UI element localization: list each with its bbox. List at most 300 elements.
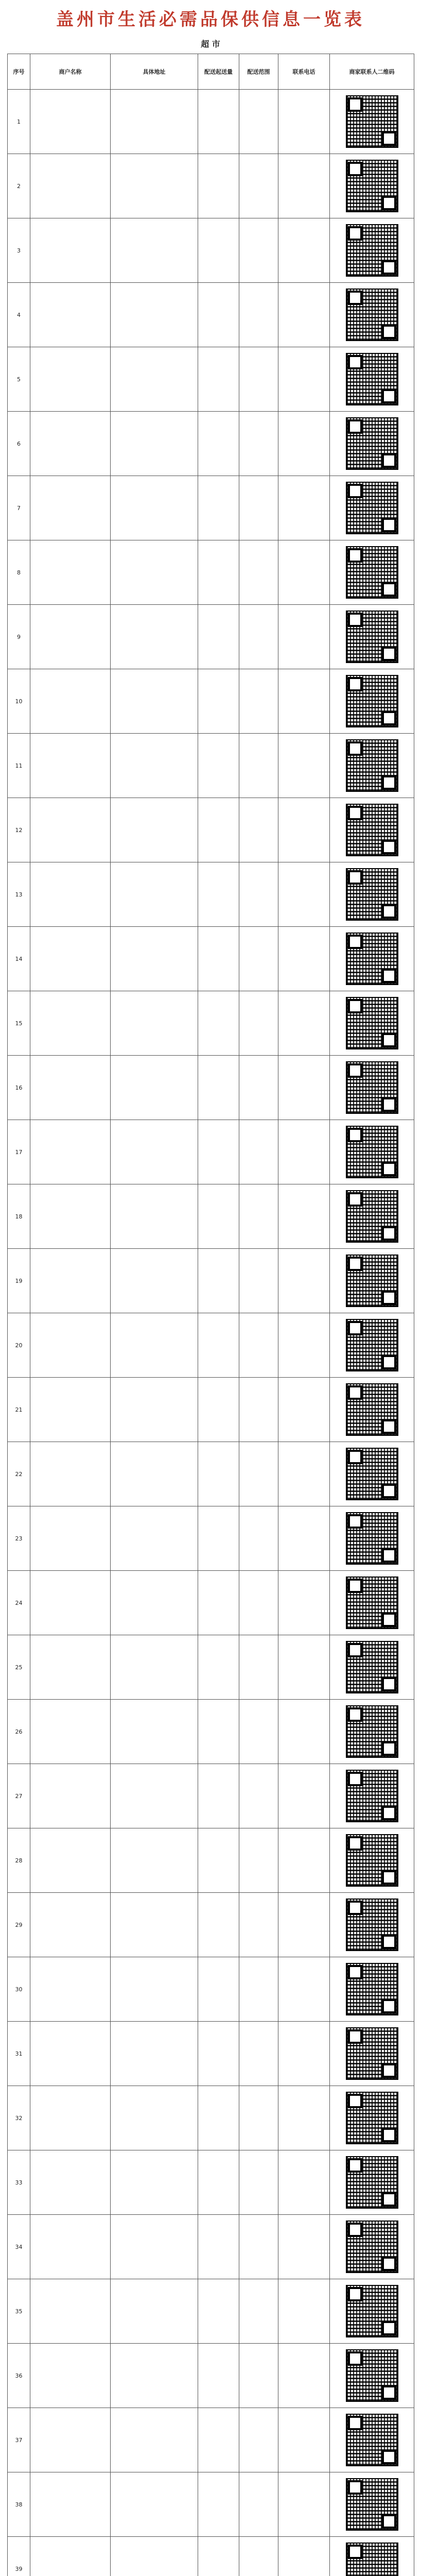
table-cell xyxy=(111,2537,198,2576)
table-cell xyxy=(111,1957,198,2022)
qr-code-icon xyxy=(346,1383,398,1436)
qr-code-icon xyxy=(346,2349,398,2402)
table-cell xyxy=(30,2344,111,2408)
table-cell xyxy=(239,476,278,540)
table-cell: 7 xyxy=(8,476,30,540)
column-header: 具体地址 xyxy=(111,54,198,90)
table-cell xyxy=(198,540,239,605)
table-cell xyxy=(239,347,278,412)
table-cell xyxy=(239,1249,278,1313)
qr-code-cell xyxy=(330,2344,414,2408)
table-row xyxy=(8,1957,414,2022)
table-cell xyxy=(198,2408,239,2472)
table-cell xyxy=(278,862,330,927)
table-cell: 11 xyxy=(8,734,30,798)
table-cell: 2 xyxy=(8,154,30,218)
table-cell xyxy=(278,1828,330,1893)
table-cell xyxy=(198,2086,239,2150)
table-cell xyxy=(30,2279,111,2344)
table-cell xyxy=(111,991,198,1056)
qr-code-icon xyxy=(346,868,398,921)
qr-code-icon xyxy=(346,1190,398,1243)
table-cell xyxy=(278,2279,330,2344)
table-cell xyxy=(30,1313,111,1378)
table-cell xyxy=(278,1184,330,1249)
table-cell: 1 xyxy=(8,90,30,154)
table-cell: 27 xyxy=(8,1764,30,1828)
table-cell: 12 xyxy=(8,798,30,862)
table-cell xyxy=(198,218,239,283)
table-cell xyxy=(278,1957,330,2022)
table-cell xyxy=(278,927,330,991)
table-cell xyxy=(278,2344,330,2408)
table-cell xyxy=(278,90,330,154)
table-row xyxy=(8,1313,414,1378)
table-cell xyxy=(278,2022,330,2086)
table-cell xyxy=(278,669,330,734)
qr-code-cell xyxy=(330,283,414,347)
table-cell xyxy=(198,1249,239,1313)
table-cell: 35 xyxy=(8,2279,30,2344)
table-cell xyxy=(30,1506,111,1571)
table-cell xyxy=(198,1957,239,2022)
column-header: 序号 xyxy=(8,54,30,90)
page-title: 盖州市生活必需品保供信息一览表 xyxy=(56,9,365,30)
table-cell xyxy=(111,1635,198,1700)
table-cell xyxy=(198,1184,239,1249)
table-cell xyxy=(111,347,198,412)
table-cell xyxy=(239,1506,278,1571)
table-row xyxy=(8,2086,414,2150)
table-cell xyxy=(239,1313,278,1378)
table-cell xyxy=(239,2408,278,2472)
table-cell xyxy=(30,218,111,283)
qr-code-cell xyxy=(330,798,414,862)
qr-code-icon xyxy=(346,289,398,341)
table-cell xyxy=(198,1571,239,1635)
qr-code-icon xyxy=(346,95,398,148)
table-cell: 8 xyxy=(8,540,30,605)
table-cell: 30 xyxy=(8,1957,30,2022)
table-cell xyxy=(278,1764,330,1828)
qr-code-cell xyxy=(330,1249,414,1313)
table-cell xyxy=(239,90,278,154)
table-row xyxy=(8,1442,414,1506)
qr-code-cell xyxy=(330,605,414,669)
table-cell: 36 xyxy=(8,2344,30,2408)
qr-code-cell xyxy=(330,1184,414,1249)
table-cell: 29 xyxy=(8,1893,30,1957)
table-cell xyxy=(239,2086,278,2150)
table-cell xyxy=(198,1764,239,1828)
table-cell: 6 xyxy=(8,412,30,476)
qr-code-cell xyxy=(330,1120,414,1184)
qr-code-cell xyxy=(330,1313,414,1378)
table-cell xyxy=(30,1378,111,1442)
table-cell xyxy=(278,1635,330,1700)
table-cell xyxy=(198,90,239,154)
table-cell xyxy=(239,1635,278,1700)
table-row xyxy=(8,1764,414,1828)
table-cell xyxy=(278,1120,330,1184)
table-cell xyxy=(111,1571,198,1635)
table-cell xyxy=(278,2215,330,2279)
qr-code-cell xyxy=(330,2150,414,2215)
table-cell: 25 xyxy=(8,1635,30,1700)
qr-code-icon xyxy=(346,1963,398,2015)
qr-code-icon xyxy=(346,933,398,985)
qr-code-icon xyxy=(346,2478,398,2531)
qr-code-icon xyxy=(346,353,398,405)
table-cell xyxy=(198,1442,239,1506)
table-cell xyxy=(198,283,239,347)
column-header: 商户名称 xyxy=(30,54,111,90)
table-cell xyxy=(239,540,278,605)
table-cell: 24 xyxy=(8,1571,30,1635)
table-row xyxy=(8,283,414,347)
table-cell: 32 xyxy=(8,2086,30,2150)
table-cell xyxy=(198,2215,239,2279)
table-cell xyxy=(198,347,239,412)
table-cell xyxy=(278,1056,330,1120)
table-cell xyxy=(239,1571,278,1635)
table-cell xyxy=(111,1828,198,1893)
table-cell xyxy=(111,1249,198,1313)
table-cell xyxy=(30,90,111,154)
table-row xyxy=(8,1635,414,1700)
qr-code-cell xyxy=(330,1506,414,1571)
table-cell xyxy=(239,218,278,283)
table-cell xyxy=(239,412,278,476)
table-cell xyxy=(111,154,198,218)
table-cell: 31 xyxy=(8,2022,30,2086)
table-cell xyxy=(278,1249,330,1313)
table-cell xyxy=(111,2086,198,2150)
qr-code-cell xyxy=(330,1700,414,1764)
qr-code-icon xyxy=(346,611,398,663)
table-cell xyxy=(239,2022,278,2086)
table-cell xyxy=(278,991,330,1056)
table-cell xyxy=(30,2150,111,2215)
table-cell xyxy=(30,669,111,734)
merchant-table xyxy=(7,54,414,2576)
qr-code-cell xyxy=(330,1764,414,1828)
table-cell xyxy=(278,734,330,798)
table-row xyxy=(8,605,414,669)
table-row xyxy=(8,1893,414,1957)
table-cell xyxy=(198,734,239,798)
table-cell xyxy=(30,927,111,991)
table-cell xyxy=(239,1184,278,1249)
table-cell: 33 xyxy=(8,2150,30,2215)
table-cell xyxy=(198,1506,239,1571)
table-cell xyxy=(239,1893,278,1957)
table-cell xyxy=(239,1764,278,1828)
table-cell xyxy=(30,1764,111,1828)
table-cell xyxy=(198,991,239,1056)
table-cell: 26 xyxy=(8,1700,30,1764)
table-cell xyxy=(30,798,111,862)
column-header: 配送范围 xyxy=(239,54,278,90)
table-cell xyxy=(111,1313,198,1378)
table-cell xyxy=(198,927,239,991)
table-row xyxy=(8,412,414,476)
qr-code-cell xyxy=(330,734,414,798)
qr-code-cell xyxy=(330,90,414,154)
table-cell xyxy=(111,2344,198,2408)
table-cell xyxy=(278,1700,330,1764)
table-cell xyxy=(30,347,111,412)
table-cell xyxy=(278,2472,330,2537)
table-cell xyxy=(278,1313,330,1378)
table-cell xyxy=(239,2215,278,2279)
table-cell xyxy=(239,927,278,991)
table-row xyxy=(8,154,414,218)
table-cell xyxy=(111,1893,198,1957)
table-cell xyxy=(198,476,239,540)
qr-code-cell xyxy=(330,154,414,218)
table-cell xyxy=(278,218,330,283)
table-header-row xyxy=(8,54,414,90)
table-cell xyxy=(198,2472,239,2537)
table-cell: 4 xyxy=(8,283,30,347)
table-cell xyxy=(30,1571,111,1635)
qr-code-cell xyxy=(330,1957,414,2022)
table-cell xyxy=(30,605,111,669)
qr-code-cell xyxy=(330,2408,414,2472)
table-cell xyxy=(278,154,330,218)
section-title: 超 市 xyxy=(201,39,220,49)
table-cell xyxy=(30,2022,111,2086)
table-cell xyxy=(30,540,111,605)
qr-code-icon xyxy=(346,1448,398,1500)
table-cell: 38 xyxy=(8,2472,30,2537)
table-cell xyxy=(278,2408,330,2472)
table-row xyxy=(8,1056,414,1120)
qr-code-icon xyxy=(346,2027,398,2080)
table-cell xyxy=(198,1378,239,1442)
table-cell: 3 xyxy=(8,218,30,283)
column-header: 联系电话 xyxy=(278,54,330,90)
table-cell xyxy=(239,862,278,927)
table-cell xyxy=(198,605,239,669)
table-cell xyxy=(111,540,198,605)
table-cell xyxy=(111,605,198,669)
table-cell xyxy=(239,1056,278,1120)
table-row xyxy=(8,90,414,154)
table-cell xyxy=(111,1764,198,1828)
qr-code-icon xyxy=(346,224,398,277)
table-cell xyxy=(239,283,278,347)
table-row xyxy=(8,734,414,798)
table-cell xyxy=(111,734,198,798)
qr-code-icon xyxy=(346,1126,398,1178)
table-cell xyxy=(30,154,111,218)
table-row xyxy=(8,1184,414,1249)
qr-code-cell xyxy=(330,540,414,605)
table-cell: 5 xyxy=(8,347,30,412)
qr-code-cell xyxy=(330,1635,414,1700)
table-cell xyxy=(278,347,330,412)
qr-code-icon xyxy=(346,997,398,1049)
table-cell xyxy=(30,2408,111,2472)
qr-code-cell xyxy=(330,1828,414,1893)
table-cell xyxy=(278,1571,330,1635)
table-cell xyxy=(278,283,330,347)
table-cell xyxy=(111,927,198,991)
table-cell xyxy=(198,1828,239,1893)
table-cell xyxy=(198,2150,239,2215)
table-cell xyxy=(30,1184,111,1249)
qr-code-cell xyxy=(330,2215,414,2279)
table-cell xyxy=(30,1828,111,1893)
qr-code-cell xyxy=(330,1378,414,1442)
table-cell xyxy=(30,1120,111,1184)
table-cell xyxy=(111,218,198,283)
table-cell xyxy=(111,283,198,347)
table-cell xyxy=(239,2344,278,2408)
qr-code-icon xyxy=(346,1705,398,1758)
table-cell xyxy=(198,798,239,862)
qr-code-cell xyxy=(330,1893,414,1957)
table-row xyxy=(8,2279,414,2344)
table-cell xyxy=(278,798,330,862)
table-cell xyxy=(111,862,198,927)
table-row xyxy=(8,927,414,991)
table-cell xyxy=(198,669,239,734)
table-cell xyxy=(111,1700,198,1764)
table-cell xyxy=(239,1120,278,1184)
table-cell xyxy=(111,90,198,154)
table-cell xyxy=(198,1700,239,1764)
qr-code-cell xyxy=(330,927,414,991)
table-row xyxy=(8,2215,414,2279)
table-cell xyxy=(30,862,111,927)
table-cell xyxy=(111,1442,198,1506)
table-cell xyxy=(30,412,111,476)
table-cell xyxy=(239,605,278,669)
table-cell: 18 xyxy=(8,1184,30,1249)
qr-code-icon xyxy=(346,2156,398,2209)
qr-code-cell xyxy=(330,1571,414,1635)
table-cell: 19 xyxy=(8,1249,30,1313)
table-cell: 15 xyxy=(8,991,30,1056)
table-row xyxy=(8,862,414,927)
table-cell xyxy=(239,2537,278,2576)
table-row xyxy=(8,347,414,412)
table-row xyxy=(8,2472,414,2537)
table-cell xyxy=(198,2344,239,2408)
qr-code-cell xyxy=(330,476,414,540)
table-cell xyxy=(239,2279,278,2344)
table-cell: 34 xyxy=(8,2215,30,2279)
table-row xyxy=(8,798,414,862)
table-cell xyxy=(198,1313,239,1378)
table-cell xyxy=(198,2537,239,2576)
table-cell xyxy=(30,476,111,540)
table-cell xyxy=(111,2472,198,2537)
table-cell: 23 xyxy=(8,1506,30,1571)
table-row xyxy=(8,1378,414,1442)
table-cell xyxy=(278,1378,330,1442)
table-cell: 37 xyxy=(8,2408,30,2472)
table-cell: 16 xyxy=(8,1056,30,1120)
table-row xyxy=(8,1120,414,1184)
qr-code-cell xyxy=(330,2086,414,2150)
qr-code-cell xyxy=(330,669,414,734)
qr-code-icon xyxy=(346,1512,398,1565)
table-cell: 10 xyxy=(8,669,30,734)
table-cell: 28 xyxy=(8,1828,30,1893)
qr-code-cell xyxy=(330,2022,414,2086)
table-cell xyxy=(111,1506,198,1571)
table-cell xyxy=(239,1957,278,2022)
qr-code-icon xyxy=(346,482,398,534)
qr-code-cell xyxy=(330,2537,414,2576)
table-cell xyxy=(30,1249,111,1313)
qr-code-icon xyxy=(346,739,398,792)
table-cell xyxy=(30,1893,111,1957)
qr-code-icon xyxy=(346,1641,398,1693)
table-cell xyxy=(111,669,198,734)
table-cell: 22 xyxy=(8,1442,30,1506)
table-cell xyxy=(30,2472,111,2537)
table-cell xyxy=(278,2086,330,2150)
table-cell xyxy=(278,2150,330,2215)
table-cell xyxy=(239,669,278,734)
table-cell xyxy=(239,1828,278,1893)
qr-code-icon xyxy=(346,675,398,727)
qr-code-icon xyxy=(346,160,398,212)
table-cell xyxy=(111,2022,198,2086)
table-cell xyxy=(30,1700,111,1764)
table-cell xyxy=(278,540,330,605)
table-row xyxy=(8,1828,414,1893)
qr-code-cell xyxy=(330,412,414,476)
table-cell: 13 xyxy=(8,862,30,927)
table-cell xyxy=(198,1893,239,1957)
table-cell xyxy=(30,991,111,1056)
table-cell xyxy=(239,1442,278,1506)
qr-code-icon xyxy=(346,2543,398,2576)
table-cell xyxy=(198,412,239,476)
table-cell xyxy=(198,1056,239,1120)
table-cell xyxy=(111,2279,198,2344)
table-cell xyxy=(30,283,111,347)
qr-code-icon xyxy=(346,2285,398,2337)
table-cell xyxy=(111,2215,198,2279)
table-row xyxy=(8,2022,414,2086)
table-cell xyxy=(239,154,278,218)
table-cell: 20 xyxy=(8,1313,30,1378)
table-cell xyxy=(111,1120,198,1184)
table-cell xyxy=(278,1893,330,1957)
table-cell xyxy=(198,2279,239,2344)
table-row xyxy=(8,218,414,283)
table-cell xyxy=(30,1056,111,1120)
table-cell xyxy=(30,1442,111,1506)
qr-code-icon xyxy=(346,1255,398,1307)
table-row xyxy=(8,2344,414,2408)
table-cell xyxy=(278,605,330,669)
table-row xyxy=(8,2408,414,2472)
table-cell: 21 xyxy=(8,1378,30,1442)
table-cell xyxy=(239,798,278,862)
table-cell xyxy=(111,1056,198,1120)
table-cell: 9 xyxy=(8,605,30,669)
table-row xyxy=(8,540,414,605)
table-row xyxy=(8,991,414,1056)
